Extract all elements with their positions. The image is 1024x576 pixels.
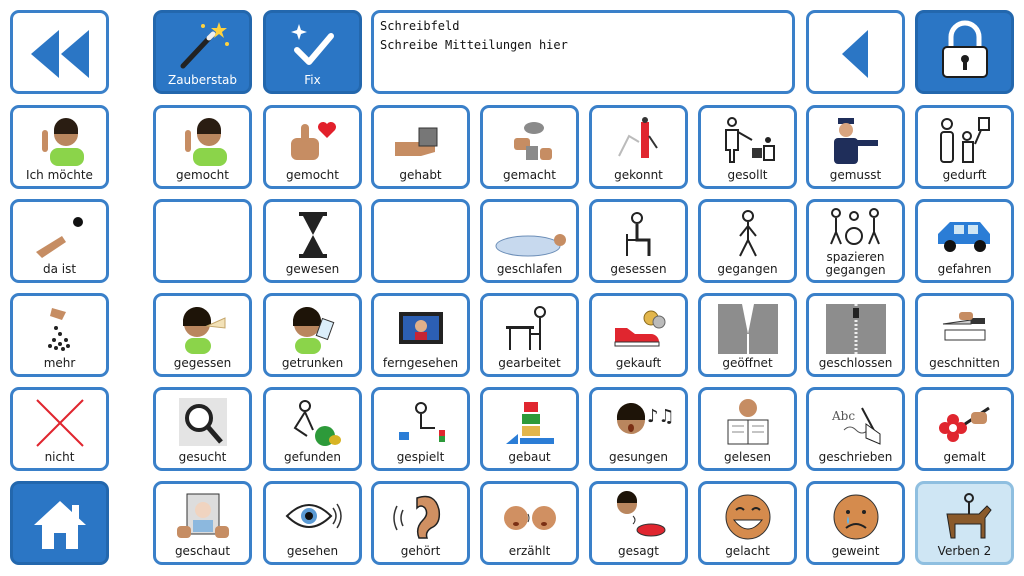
symbol-label: geweint	[831, 544, 880, 558]
symbol-geweint[interactable]	[806, 481, 905, 565]
person-walking-icon	[701, 208, 794, 262]
symbol-gefahren[interactable]	[915, 199, 1014, 283]
symbol-label: gefahren	[937, 262, 992, 276]
person-speaking-button-icon	[592, 490, 685, 544]
gymnast-icon	[592, 114, 685, 168]
person-eating-icon	[156, 302, 249, 356]
symbol-label: gemalt	[943, 450, 986, 464]
person-drinking-icon	[266, 302, 359, 356]
symbol-label: gewesen	[285, 262, 340, 276]
knife-cutting-icon	[918, 302, 1011, 356]
shoe-and-coins-icon	[592, 302, 685, 356]
symbol-gemalt[interactable]	[915, 387, 1014, 471]
symbol-gedurft[interactable]	[915, 105, 1014, 189]
symbol-label: gesungen	[608, 450, 669, 464]
symbol-label: geschlafen	[496, 262, 563, 276]
symbol-label: gesucht	[178, 450, 227, 464]
symbol-label: geschrieben	[818, 450, 893, 464]
symbol-label: mehr	[43, 356, 76, 370]
open-zipper-icon	[701, 302, 794, 356]
symbol-label: Ich möchte	[26, 168, 93, 182]
symbol-empty-1[interactable]	[153, 199, 252, 283]
symbol-label: ferngesehen	[382, 356, 459, 370]
symbol-gekonnt[interactable]	[589, 105, 688, 189]
symbol-gearbeitet[interactable]	[480, 293, 579, 377]
symbol-geschlossen[interactable]	[806, 293, 905, 377]
symbol-nicht[interactable]	[10, 387, 109, 471]
symbol-mehr[interactable]	[10, 293, 109, 377]
symbol-geschlafen[interactable]	[480, 199, 579, 283]
symbol-label: gelacht	[725, 544, 770, 558]
symbol-gemocht-1[interactable]	[153, 105, 252, 189]
symbol-erzaehlt[interactable]	[480, 481, 579, 565]
svg-text:♪♫: ♪♫	[646, 406, 675, 427]
symbol-label: Verben 2	[937, 544, 992, 558]
delete-back-button[interactable]	[806, 10, 905, 94]
symbol-label: gegangen	[717, 262, 778, 276]
eye-icon	[266, 490, 359, 544]
sleeping-person-icon	[483, 208, 576, 262]
symbol-geschnitten[interactable]	[915, 293, 1014, 377]
person-reading-icon	[701, 396, 794, 450]
symbol-label: gespielt	[396, 450, 445, 464]
symbol-ich-moechte[interactable]	[10, 105, 109, 189]
symbol-label: spazieren gegangen	[825, 250, 886, 277]
lock-icon	[918, 23, 1011, 77]
symbol-label: getrunken	[281, 356, 344, 370]
hourglass-icon	[266, 208, 359, 262]
person-instructing-icon	[701, 114, 794, 168]
person-finding-icon	[266, 396, 359, 450]
symbol-getrunken[interactable]	[263, 293, 362, 377]
magic-wand-label: Zauberstab	[167, 73, 238, 87]
symbol-label: gedurft	[942, 168, 987, 182]
symbol-label: gesessen	[610, 262, 667, 276]
symbol-gehoert[interactable]	[371, 481, 470, 565]
svg-text:Abc: Abc	[831, 409, 855, 423]
symbol-ferngesehen[interactable]	[371, 293, 470, 377]
symbol-gesollt[interactable]	[698, 105, 797, 189]
symbol-gewesen[interactable]	[263, 199, 362, 283]
building-blocks-icon	[483, 396, 576, 450]
symbol-label: gehört	[400, 544, 441, 558]
car-icon	[918, 208, 1011, 262]
symbol-label: gemocht	[176, 168, 229, 182]
television-icon	[374, 302, 467, 356]
symbol-da-ist[interactable]	[10, 199, 109, 283]
police-officer-icon	[809, 114, 902, 168]
symbol-label: da ist	[42, 262, 77, 276]
symbol-label: geschlossen	[818, 356, 893, 370]
magnifier-icon	[156, 396, 249, 450]
people-walking-icon	[809, 206, 902, 250]
magic-wand-icon	[156, 19, 249, 73]
chevron-left-icon	[809, 27, 902, 81]
symbol-label: gegessen	[173, 356, 232, 370]
message-text-field[interactable]	[371, 10, 795, 94]
symbol-gemacht[interactable]	[480, 105, 579, 189]
symbol-gemusst[interactable]	[806, 105, 905, 189]
home-button[interactable]	[10, 481, 109, 565]
symbol-label: gesagt	[618, 544, 659, 558]
thumb-heart-icon	[266, 114, 359, 168]
person-sitting-icon	[592, 208, 685, 262]
hand-writing-icon	[809, 396, 902, 450]
symbol-label: geschnitten	[929, 356, 1000, 370]
person-pointing-self-icon	[13, 114, 106, 168]
symbol-label: gekonnt	[614, 168, 663, 182]
writing-field-hint: Schreibe Mitteilungen hier	[380, 38, 568, 52]
symbol-gehabt[interactable]	[371, 105, 470, 189]
lock-button[interactable]	[915, 10, 1014, 94]
symbol-label: gemusst	[829, 168, 882, 182]
symbol-empty-2[interactable]	[371, 199, 470, 283]
symbol-gespielt[interactable]	[371, 387, 470, 471]
symbol-geoeffnet[interactable]	[698, 293, 797, 377]
symbol-label: gesollt	[727, 168, 768, 182]
symbol-label: gemacht	[503, 168, 556, 182]
symbol-gegangen[interactable]	[698, 199, 797, 283]
symbol-geschrieben[interactable]	[806, 387, 905, 471]
symbol-label: gehabt	[399, 168, 442, 182]
symbol-label: nicht	[44, 450, 75, 464]
laughing-face-icon	[701, 490, 794, 544]
hand-pointing-dot-icon	[13, 208, 106, 262]
folder-verben-2-button[interactable]	[915, 481, 1014, 565]
hands-making-icon	[483, 114, 576, 168]
symbol-gesehen[interactable]	[263, 481, 362, 565]
red-cross-icon	[13, 396, 106, 450]
symbol-gesucht[interactable]	[153, 387, 252, 471]
symbol-gesessen[interactable]	[589, 199, 688, 283]
symbol-spazieren-gegangen[interactable]	[806, 199, 905, 283]
symbol-label: geöffnet	[722, 356, 773, 370]
symbol-gelacht[interactable]	[698, 481, 797, 565]
closed-zipper-icon	[809, 302, 902, 356]
double-chevron-left-icon	[13, 27, 106, 81]
horse-rider-icon	[918, 490, 1011, 544]
person-pointing-self-icon	[156, 114, 249, 168]
symbol-label: gekauft	[615, 356, 662, 370]
home-icon	[13, 498, 106, 552]
symbol-label: gemocht	[286, 168, 339, 182]
symbol-label: geschaut	[174, 544, 231, 558]
fix-label: Fix	[304, 73, 321, 87]
symbol-gekauft[interactable]	[589, 293, 688, 377]
symbol-gemocht-2[interactable]	[263, 105, 362, 189]
symbol-gesungen[interactable]	[589, 387, 688, 471]
crying-face-icon	[809, 490, 902, 544]
symbol-gebaut[interactable]	[480, 387, 579, 471]
hands-holding-photo-icon	[156, 490, 249, 544]
symbol-label: erzählt	[508, 544, 551, 558]
two-faces-talking-icon	[483, 490, 576, 544]
person-at-desk-icon	[483, 302, 576, 356]
symbol-gesagt[interactable]	[589, 481, 688, 565]
symbol-gegessen[interactable]	[153, 293, 252, 377]
ear-icon	[374, 490, 467, 544]
back-double-arrow-button[interactable]	[10, 10, 109, 94]
symbol-label: gearbeitet	[498, 356, 561, 370]
hand-dropping-dots-icon	[13, 302, 106, 356]
person-singing-icon	[592, 396, 685, 450]
magic-wand-button[interactable]	[153, 10, 252, 94]
hand-drawing-flower-icon	[918, 396, 1011, 450]
symbol-label: gelesen	[724, 450, 771, 464]
symbol-gefunden[interactable]	[263, 387, 362, 471]
sparkle-check-icon	[266, 19, 359, 73]
symbol-label: gesehen	[286, 544, 339, 558]
symbol-gelesen[interactable]	[698, 387, 797, 471]
symbol-label: gebaut	[508, 450, 551, 464]
symbol-geschaut[interactable]	[153, 481, 252, 565]
fix-button[interactable]	[263, 10, 362, 94]
symbol-label: gefunden	[283, 450, 342, 464]
child-playing-icon	[374, 396, 467, 450]
hand-holding-box-icon	[374, 114, 467, 168]
person-with-sign-icon	[918, 114, 1011, 168]
writing-field-title: Schreibfeld	[380, 19, 460, 33]
